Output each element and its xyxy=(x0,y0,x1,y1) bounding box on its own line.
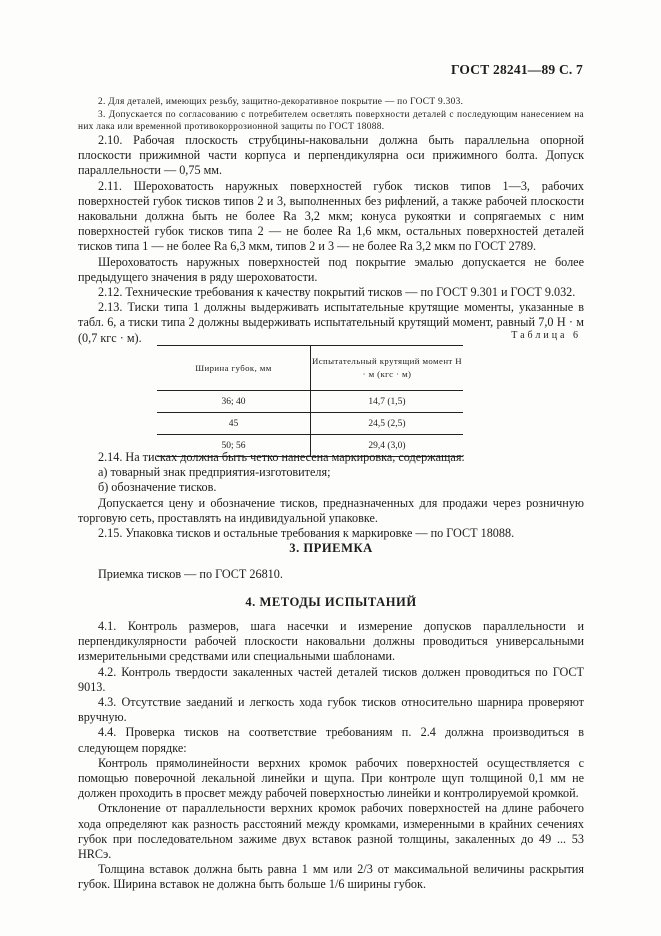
table-row xyxy=(157,391,463,413)
para-roughness: Шероховатость наружных поверхностей под покрытие эмалью допускается не более предыдущего значения в ряду шероховатости. xyxy=(78,254,584,284)
table-cell: 50; 56 xyxy=(157,435,311,457)
para-2-13: 2.13. Тиски типа 1 должны выдерживать испытательные крутящие моменты, указанные в табл. 6, а тиски типа 2 должны выдерживать испытательный крутящий момент, равный 7,0 Н · м (0,7 кгс · м). xyxy=(78,300,584,345)
section-3-title: 3. ПРИЕМКА xyxy=(289,541,373,555)
paragraphs-mid xyxy=(78,450,584,541)
para-parallelism: Отклонение от параллельности верхних кромок рабочих поверхностей на длине рабочего хода определяют как разность расстояний между кромками, измеренными в крайних сечениях губок при последовательном зажиме двух вставок разной толщины, закаленных до 49 ... 53 HRCэ. xyxy=(78,801,584,862)
table-cell: 14,7 (1,5) xyxy=(368,396,406,407)
para-2-14: 2.14. На тисках должна быть четко нанесена маркировка, содержащая: xyxy=(98,450,465,464)
table-header-width: Ширина губок, мм xyxy=(157,346,311,391)
para-2-11: 2.11. Шероховатость наружных поверхностей губок тисков типов 1—3, рабочих поверхностей губок тисков типов 2 и 3, выполненных без рифлений, а также рабочей плоскости наковальни должна быть не более Ra 3,2 мкм; конуса рукоятки и сопрягаемых с ним поверхностей губок тисков типа 2 — не более Ra 1,6 мкм, остальных поверхностей деталей тисков типа 1 — не более Ra 6,3 мкм, типов 2 и 3 — не более Ra 3,2 мкм по ГОСТ 2789. xyxy=(78,178,584,254)
note-3: 3. Допускается по согласованию с потребителем осветлять поверхности деталей с последующим нанесением на них лака или временной противокоррозионной защиты по ГОСТ 18088. xyxy=(78,109,584,133)
para-2-12: 2.12. Технические требования к качеству покрытий тисков — по ГОСТ 9.301 и ГОСТ 9.032. xyxy=(98,285,576,300)
table-header-row xyxy=(157,346,463,391)
paragraphs-top xyxy=(78,133,584,346)
note-2: 2. Для деталей, имеющих резьбу, защитно-декоративное покрытие — по ГОСТ 9.303. xyxy=(98,97,464,107)
para-acceptance: Приемка тисков — по ГОСТ 26810. xyxy=(98,567,283,581)
para-2-10: 2.10. Рабочая плоскость струбцины-наковальни должна быть параллельна опорной плоскости прижимной части корпуса и перпендикулярна оси прижимного болта. Допуск параллельности — 0,75 мм. xyxy=(78,133,584,178)
section-3-body xyxy=(78,567,584,582)
table-cell: 24,5 (2,5) xyxy=(368,418,406,429)
section-4-body xyxy=(78,619,584,893)
para-4-2: 4.2. Контроль твердости закаленных частей деталей тисков должен проводиться по ГОСТ 9013. xyxy=(78,664,584,694)
table-cell: 45 xyxy=(157,413,311,435)
para-insert-thickness: Толщина вставок должна быть равна 1 мм или 2/3 от максимальной величины раскрытия губок. Ширина вставок не должна быть больше 1/6 ширины губок. xyxy=(78,862,584,892)
para-2-14-b: б) обозначение тисков. xyxy=(98,480,217,495)
para-price: Допускается цену и обозначение тисков, предназначенных для продажи через розничную торговую сеть, проставлять на индивидуальной упаковке. xyxy=(78,495,584,525)
section-4-title: 4. МЕТОДЫ ИСПЫТАНИЙ xyxy=(245,595,417,609)
table-6 xyxy=(157,345,463,457)
table-header-torque: Испытательный крутящий момент Н · м (кгс · м) xyxy=(311,356,463,379)
para-2-15: 2.15. Упаковка тисков и остальные требования к маркировке — по ГОСТ 18088. xyxy=(98,526,515,541)
para-2-14-a: а) товарный знак предприятия-изготовителя; xyxy=(98,465,331,480)
table-cell: 36; 40 xyxy=(157,391,311,413)
notes-block xyxy=(78,96,584,134)
para-4-1: 4.1. Контроль размеров, шага насечки и измерение допусков параллельности и перпендикулярности рабочей плоскости наковальни должны проводиться универсальными измерительными средствами или специальными шаблонами. xyxy=(78,619,584,664)
table-cell: 29,4 (3,0) xyxy=(368,440,406,451)
page-header: ГОСТ 28241—89 С. 7 xyxy=(450,62,583,77)
table-label: Таблица 6 xyxy=(511,330,581,341)
para-straightness: Контроль прямолинейности верхних кромок рабочих поверхностей осуществляется с помощью поверочной лекальной линейки и щупа. При контроле щуп толщиной 0,1 мм не должен проходить в просвет между рабочей поверхностью линейки и контролируемой кромкой. xyxy=(78,755,584,801)
table-row xyxy=(157,413,463,435)
para-4-3: 4.3. Отсутствие заеданий и легкость хода губок тисков относительно шарнира проверяют вручную. xyxy=(78,695,584,725)
para-4-4: 4.4. Проверка тисков на соответствие требованиям п. 2.4 должна производиться в следующем порядке: xyxy=(78,725,584,755)
